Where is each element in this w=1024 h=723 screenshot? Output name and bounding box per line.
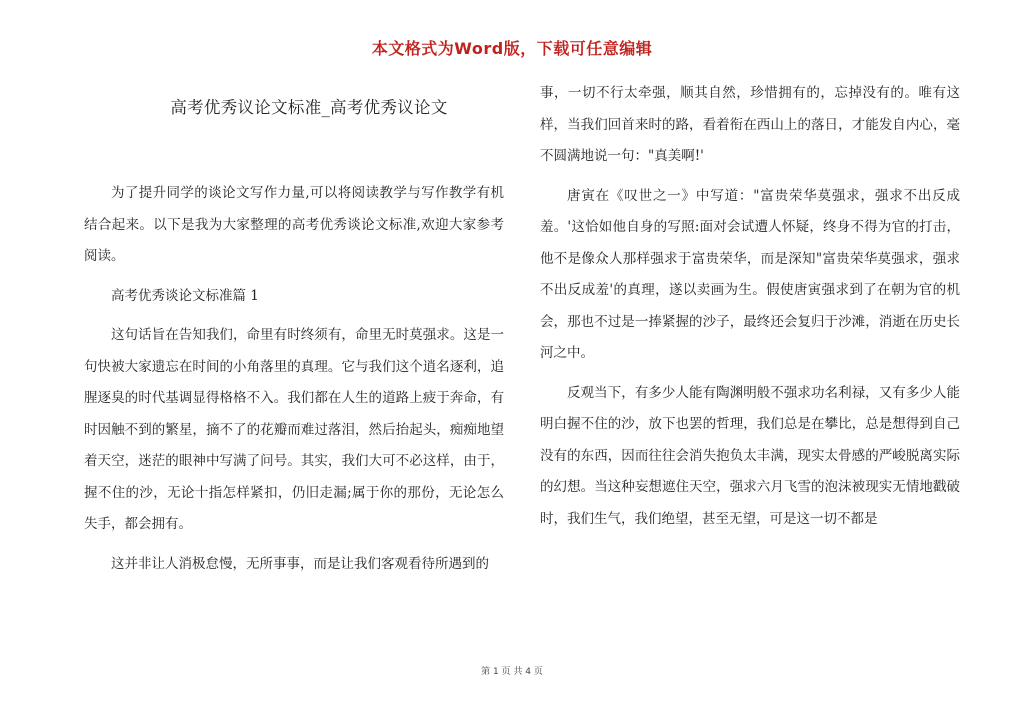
page-number-footer: 第 1 页 共 4 页 bbox=[481, 667, 543, 677]
continued-paragraph: 事，一切不行太牵强，顺其自然，珍惜拥有的，忘掉没有的。唯有这样，当我们回首来时的路，看着衔在西山上的落日，才能发自内心，毫不圆满地说一句："真美啊!' bbox=[540, 85, 960, 164]
edit-notice-banner: 本文格式为Word版，下载可任意编辑 bbox=[371, 39, 653, 58]
body-paragraph-1: 这句话旨在告知我们，命里有时终须有，命里无时莫强求。这是一句快被大家遗忘在时间的小角落里的真理。它与我们这个逍名逐利，追腥逐臭的时代基调显得格格不入。我们都在人生的道路上疲于奔命，有时因触不到的繁星，摘不了的花瓣而难过落泪，然后抬起头，痴痴地望着天空，迷茫的眼神中写满了问号。其实，我们大可不必这样，由于，握不住的沙，无论十指怎样紧扣，仍旧走漏;属于你的那份，无论怎么失手，都会拥有。 bbox=[84, 327, 504, 532]
body-paragraph-2: 这并非让人消极怠慢，无所事事，而是让我们客观看待所遇到的 bbox=[111, 555, 489, 572]
right-column bbox=[540, 78, 960, 535]
section-heading: 高考优秀谈论文标准篇 1 bbox=[111, 287, 259, 304]
left-body bbox=[84, 178, 504, 580]
intro-paragraph: 为了提升同学的谈论文写作力量,可以将阅读教学与写作教学有机结合起来。以下是我为大家整理的高考优秀谈论文标准,欢迎大家参考阅读。 bbox=[84, 185, 504, 264]
document-title bbox=[84, 92, 504, 124]
body-paragraph-3: 唐寅在《叹世之一》中写道："富贵荣华莫强求，强求不出反成羞。'这恰如他自身的写照:面对会试遭人怀疑，终身不得为官的打击，他不是像众人那样强求于富贵荣华，而是深知"富贵荣华莫强求，强求不出反成羞'的真理，遂以卖画为生。假使唐寅强求到了在朝为官的机会，那也不过是一捧紧握的沙子，最终还会复归于沙滩，消逝在历史长河之中。 bbox=[540, 187, 960, 361]
title-text: 高考优秀议论文标准_高考优秀议论文 bbox=[170, 98, 448, 117]
body-paragraph-4: 反观当下，有多少人能有陶渊明般不强求功名利禄，又有多少人能明白握不住的沙，放下也罢的哲理，我们总是在攀比，总是想得到自己没有的东西，因而往往会消失抱负太丰满，现实太骨感的严峻脱离实际的幻想。当这种妄想遮住天空，强求六月飞雪的泡沫被现实无情地戳破时，我们生气，我们绝望，甚至无望，可是这一切不都是 bbox=[540, 384, 960, 527]
